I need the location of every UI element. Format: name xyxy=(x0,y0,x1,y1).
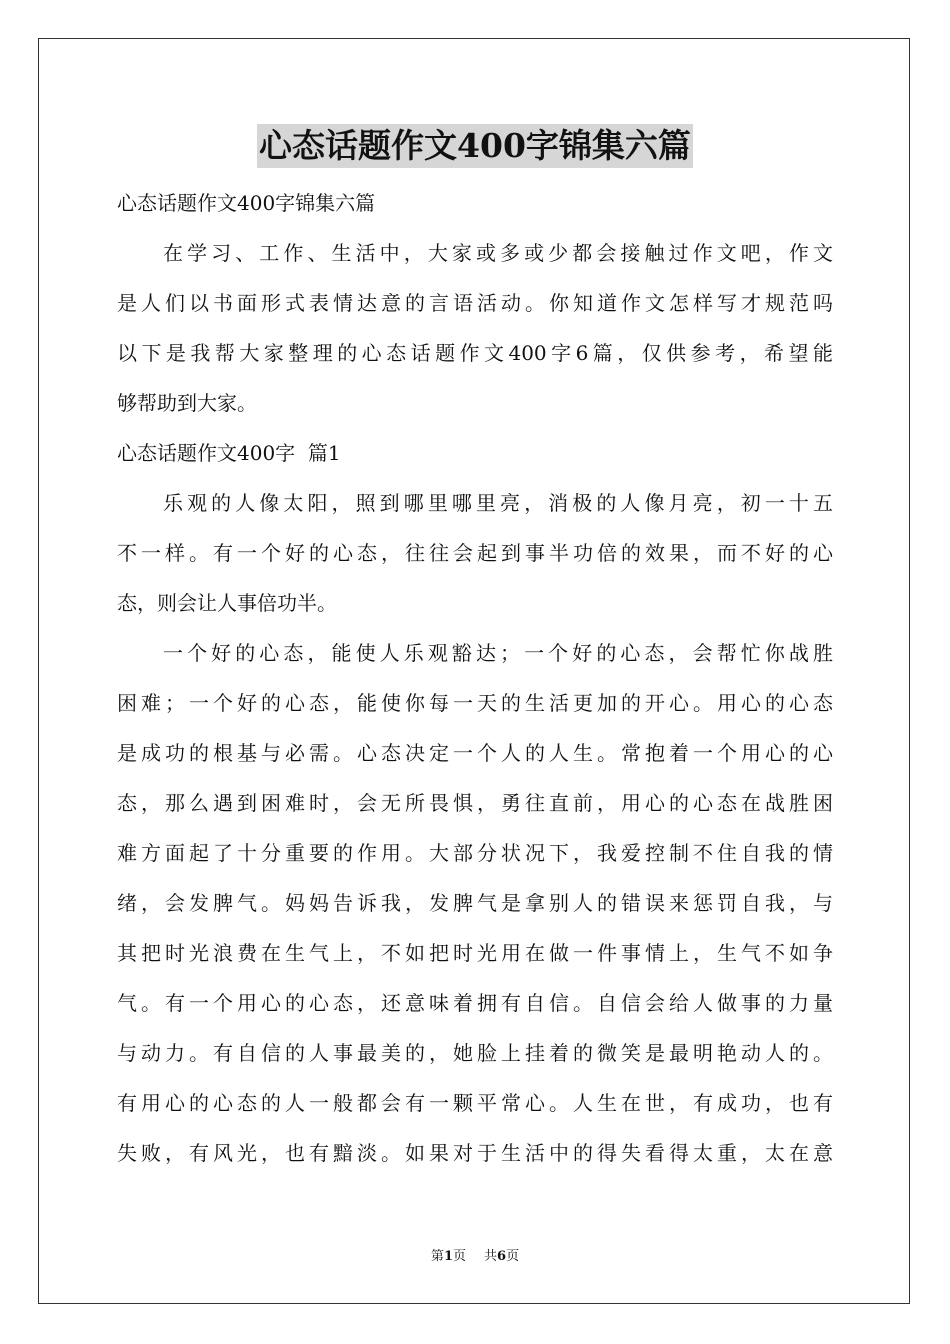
para2-line: 其把时光浪费在生气上，不如把时光用在做一件事情上，生气不如争 xyxy=(117,941,833,965)
intro-line: 够帮助到大家。 xyxy=(117,391,257,415)
title-wrap xyxy=(0,124,950,168)
para2-line: 有用心的心态的人一般都会有一颗平常心。人生在世，有成功，也有 xyxy=(117,1091,833,1115)
para2-line: 态，那么遇到困难时，会无所畏惧，勇往直前，用心的心态在战胜困 xyxy=(117,791,833,815)
document-title: 心态话题作文400字锦集六篇 xyxy=(257,124,693,168)
para2-line: 与动力。有自信的人事最美的，她脸上挂着的微笑是最明艳动人的。 xyxy=(117,1041,833,1065)
subtitle: 心态话题作文400字锦集六篇 xyxy=(117,191,376,215)
para1-line: 态，则会让人事倍功半。 xyxy=(117,591,337,615)
intro-line: 是人们以书面形式表情达意的言语活动。你知道作文怎样写才规范吗 xyxy=(117,291,833,315)
para1-line: 乐观的人像太阳，照到哪里哪里亮，消极的人像月亮，初一十五 xyxy=(163,491,833,515)
para2-line: 困难；一个好的心态，能使你每一天的生活更加的开心。用心的心态 xyxy=(117,691,833,715)
para2-line: 一个好的心态，能使人乐观豁达；一个好的心态，会帮忙你战胜 xyxy=(163,641,833,665)
total-prefix: 共 xyxy=(484,1249,498,1264)
para2-line: 气。有一个用心的心态，还意味着拥有自信。自信会给人做事的力量 xyxy=(117,991,833,1015)
total-suffix: 页 xyxy=(506,1249,520,1264)
section-heading-text: 心态话题作文400字 篇1 xyxy=(117,441,341,465)
page-suffix: 页 xyxy=(452,1249,466,1264)
para2-line: 绪，会发脾气。妈妈告诉我，发脾气是拿别人的错误来惩罚自我，与 xyxy=(117,891,833,915)
page-number: 1 xyxy=(443,1249,453,1264)
total-pages: 6 xyxy=(497,1249,507,1264)
para2-line: 难方面起了十分重要的作用。大部分状况下，我爱控制不住自我的情 xyxy=(117,841,833,865)
page-prefix: 第 xyxy=(430,1249,444,1264)
page-footer xyxy=(0,1248,950,1266)
para1-line: 不一样。有一个好的心态，往往会起到事半功倍的效果，而不好的心 xyxy=(117,541,833,565)
section-heading xyxy=(117,428,833,478)
para2-line: 是成功的根基与必需。心态决定一个人的人生。常抱着一个用心的心 xyxy=(117,741,833,765)
intro-line: 以下是我帮大家整理的心态话题作文400字6篇，仅供参考，希望能 xyxy=(117,341,833,365)
document-body xyxy=(117,178,833,1178)
para2-line: 失败，有风光，也有黯淡。如果对于生活中的得失看得太重，太在意 xyxy=(117,1141,833,1165)
intro-line: 在学习、工作、生活中，大家或多或少都会接触过作文吧，作文 xyxy=(163,241,833,265)
